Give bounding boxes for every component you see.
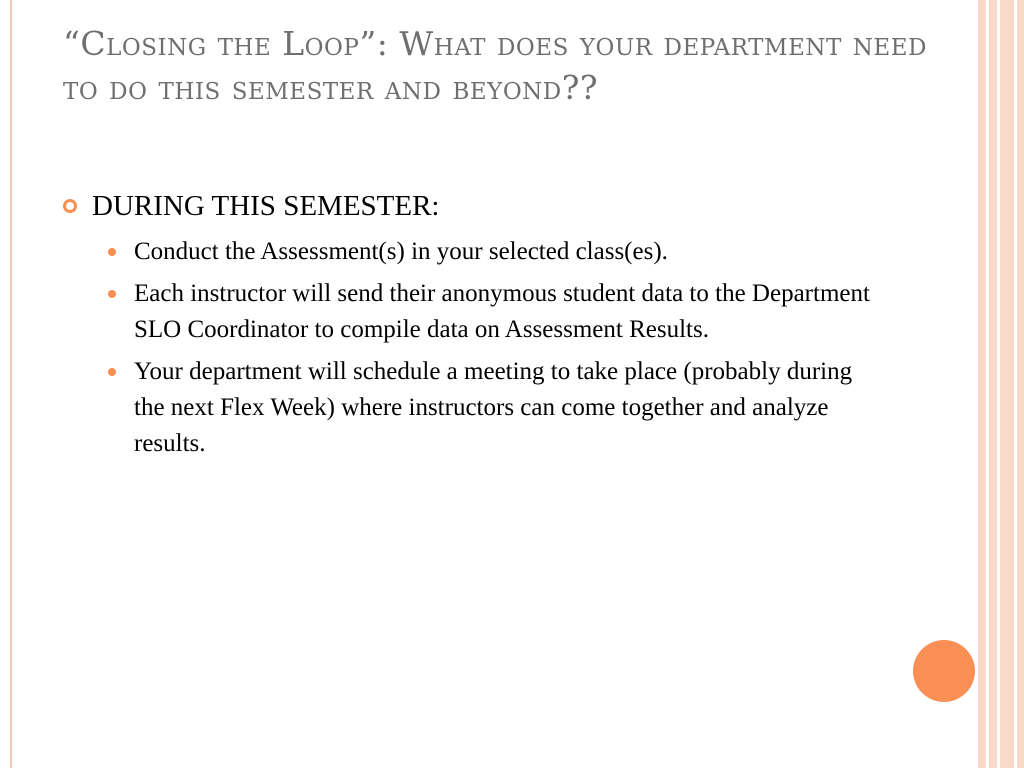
- dot-bullet-icon: [108, 290, 116, 298]
- right-decor-stripe: [1017, 0, 1024, 768]
- orange-circle-decoration: [913, 640, 975, 702]
- dot-bullet-icon: [108, 248, 116, 256]
- slide-title: “Closing the Loop”: What does your department need to do this semester and beyond??: [63, 24, 927, 107]
- task-list: [104, 234, 880, 462]
- right-decor-stripe: [1000, 0, 1014, 768]
- section-heading: DURING THIS SEMESTER:: [92, 190, 440, 222]
- list-item-text: Each instructor will send their anonymous student data to the Department SLO Coordinator to compile data on Assessment Results.: [134, 280, 870, 343]
- right-decor-stripe: [989, 0, 997, 768]
- list-item-text: Your department will schedule a meeting to take place (probably during the next Flex Week) where instructors can come together and analyze results.: [134, 358, 853, 457]
- list-item: [104, 234, 880, 270]
- dot-bullet-icon: [108, 368, 116, 376]
- ring-bullet-icon: [63, 199, 77, 213]
- right-decor-stripe: [978, 0, 986, 768]
- section-heading-bullet: [60, 186, 880, 226]
- list-item: [104, 276, 880, 348]
- list-item-text: Conduct the Assessment(s) in your selected class(es).: [134, 238, 668, 265]
- left-frame-line: [10, 0, 12, 768]
- slide-content: [60, 186, 880, 468]
- list-item: [104, 354, 880, 462]
